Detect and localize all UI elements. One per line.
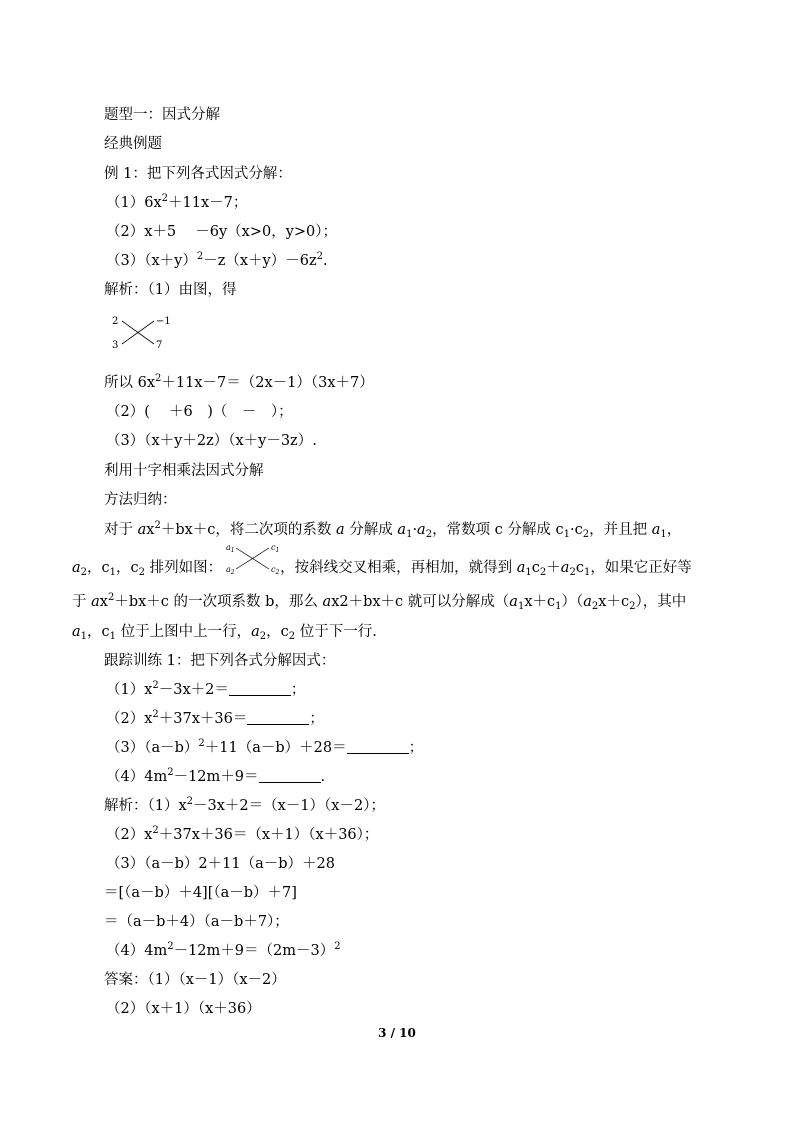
- training-q3: $(3)(a-b)^2+11(a-b)+28=$ ；: [106, 738, 424, 756]
- example-q1: $(1)6x^2+11x-7$；: [106, 193, 248, 211]
- answer-blank-3[interactable]: [347, 739, 409, 754]
- method-paragraph-line-1: 对于 $ax^2+bx+c$，将二次项的系数 a 分解成 $a_1\cdot a_2$，常数项 c 分解成 $c_1\cdot c_2$，并且把 $a_1$，: [104, 520, 682, 540]
- training-q2: $(2)x^2+37x+36=$ ；: [106, 709, 324, 727]
- analysis-result-2: （2）( ＋6 )（ － ）；: [106, 404, 293, 420]
- general-cross-bottom-left: $a_2$: [226, 565, 235, 575]
- method-summary-title: 方法归纳：: [104, 492, 177, 508]
- method-paragraph-line-3: 于 $ax^2+bx+c$ 的一次项系数 b，那么 ax2＋bx＋c 就可以分解成$(a_1x+c_1)(a_2x+c_2)$，其中: [72, 592, 687, 612]
- general-cross-top-left: $a_1$: [226, 543, 235, 554]
- cross-top-right: −1: [156, 316, 171, 327]
- analysis-result-3: （3）（x＋y＋2z）（x＋y－3z）.: [106, 433, 317, 449]
- training-analysis-1: 解析：$(1)x^2-3x+2=(x-1)(x-2)$；: [104, 796, 385, 814]
- training-analysis-5: ＝（a－b＋4）（a－b＋7）；: [104, 914, 289, 930]
- cross-bottom-right: 7: [156, 340, 163, 351]
- page-number: 3 / 10: [378, 1026, 416, 1040]
- answer-blank-4[interactable]: [259, 768, 321, 783]
- answer-line-1: 答案：（1）（x－1）（x－2）: [104, 972, 286, 988]
- analysis-title: 解析：（1）由图，得: [104, 282, 237, 298]
- general-cross-bottom-right: $c_2$: [271, 565, 280, 575]
- training-analysis-2: $(2)x^2+37x+36=(x+1)(x+36)$；: [106, 825, 379, 843]
- example-q3: $(3)(x+y)^2-z(x+y)-6z^2$.: [106, 251, 328, 269]
- training-analysis-4: ＝[（a－b）＋4][（a－b）＋7]: [104, 885, 297, 901]
- section-heading: 题型一：因式分解: [104, 107, 220, 123]
- subheading: 经典例题: [104, 136, 162, 152]
- general-cross-top-right: $c_1$: [271, 543, 280, 554]
- example-q2: （2）x＋5 －6y（x>0，y>0）；: [106, 224, 338, 240]
- method-title: 利用十字相乘法因式分解: [104, 463, 264, 479]
- analysis-result-1: 所以 $6x^2+11x-7=(2x-1)(3x+7)$: [104, 373, 374, 391]
- cross-bottom-left: 3: [112, 340, 119, 351]
- answer-blank-2[interactable]: [247, 710, 309, 725]
- cross-multiplication-diagram: [108, 312, 172, 352]
- answer-blank-1[interactable]: [229, 681, 291, 696]
- training-q1: $(1)x^2-3x+2=$ ；: [106, 680, 306, 698]
- cross-top-left: 2: [112, 316, 119, 327]
- general-cross-diagram: [225, 541, 283, 575]
- training-q4: $(4)4m^2-12m+9=$ .: [106, 767, 326, 785]
- method-paragraph-line-4: $a_1$，$c_1$ 位于上图中上一行，$a_2$，$c_2$ 位于下一行.: [72, 624, 377, 642]
- training-analysis-6: $(4)4m^2-12m+9=(2m-3)^2$: [106, 941, 341, 959]
- answer-line-2: （2）（x＋1）（x＋36）: [106, 1001, 261, 1017]
- method-paragraph-line-2: $a_2$，$c_1$，$c_2$ 排列如图： ，按斜线交叉相乘，再相加，就得到 $a_1c_2+a_2c_1$，如果它正好等: [72, 560, 692, 578]
- example-title: 例 1：把下列各式因式分解：: [104, 166, 292, 182]
- training-analysis-3: （3）（a－b）2＋11（a－b）＋28: [106, 856, 335, 872]
- training-title: 跟踪训练 1：把下列各式分解因式：: [104, 653, 336, 669]
